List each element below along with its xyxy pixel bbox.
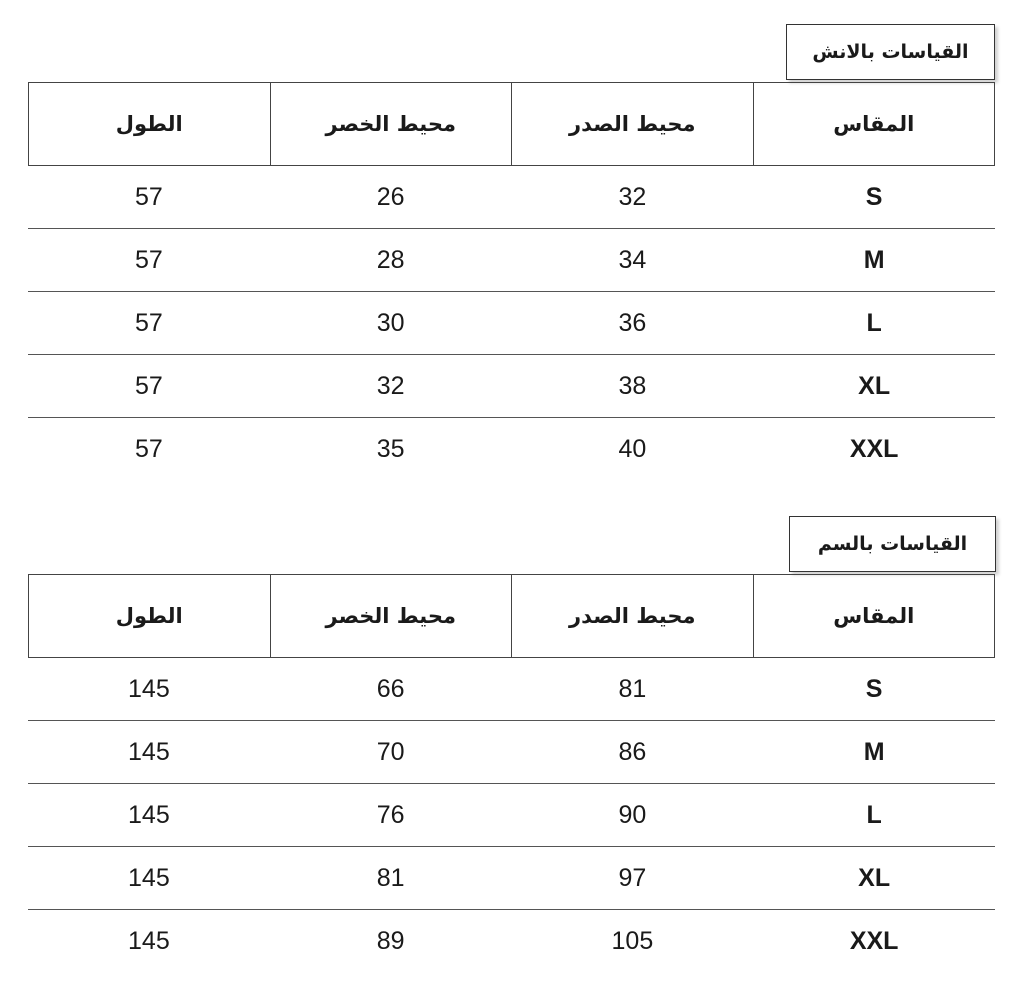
length-cell: 57 (134, 182, 163, 211)
chest-cell: 38 (618, 371, 647, 400)
waist-cell: 66 (376, 674, 405, 703)
header-length: الطول (115, 604, 183, 628)
waist-cell: 28 (376, 245, 405, 274)
inch-table-header (28, 82, 995, 166)
inch-table-body (28, 166, 995, 481)
header-waist: محيط الخصر (270, 83, 512, 165)
length-cell: 145 (128, 674, 170, 703)
chest-cell: 105 (611, 927, 654, 955)
header-chest: محيط الصدر (511, 575, 753, 657)
chest-cell: 97 (618, 863, 647, 892)
chest-cell: 34 (618, 245, 647, 274)
waist-cell: 76 (376, 800, 405, 829)
waist-cell: 26 (376, 182, 405, 211)
waist-cell: 81 (376, 863, 405, 892)
length-cell: 57 (134, 245, 163, 274)
chest-cell: 81 (618, 674, 647, 703)
length-cell: 57 (134, 308, 163, 337)
size-cell: XL (858, 863, 891, 892)
size-cell: M (863, 245, 885, 274)
waist-cell: 35 (376, 435, 405, 463)
size-cell: L (866, 800, 882, 829)
chest-cell: 90 (618, 800, 647, 829)
chest-cell: 36 (618, 308, 647, 337)
length-cell: 57 (134, 371, 163, 400)
size-cell: S (865, 182, 883, 211)
header-waist: محيط الخصر (270, 575, 512, 657)
size-cell: S (865, 674, 883, 703)
table-row (28, 418, 995, 481)
table-row (28, 658, 995, 721)
chest-cell: 40 (618, 435, 647, 463)
cm-table-title: القياسات بالسم (789, 516, 996, 572)
length-cell: 145 (128, 927, 170, 955)
table-row (28, 721, 995, 784)
length-cell: 145 (128, 863, 170, 892)
cm-table-header (28, 574, 995, 658)
length-cell: 145 (128, 800, 170, 829)
waist-cell: 89 (376, 927, 405, 955)
length-cell: 57 (134, 435, 163, 463)
size-cell: XL (858, 371, 891, 400)
chest-cell: 86 (618, 737, 647, 766)
waist-cell: 70 (376, 737, 405, 766)
size-cell: XXL (849, 927, 899, 955)
table-row (28, 910, 995, 973)
table-row (28, 166, 995, 229)
size-cell: XXL (849, 435, 899, 463)
chest-cell: 32 (618, 182, 647, 211)
table-row (28, 784, 995, 847)
header-size: المقاس (753, 575, 995, 657)
table-row (28, 847, 995, 910)
header-length: الطول (115, 112, 183, 136)
waist-cell: 32 (376, 371, 405, 400)
size-cell: L (866, 308, 882, 337)
table-row (28, 292, 995, 355)
length-cell: 145 (128, 737, 170, 766)
header-size: المقاس (753, 83, 995, 165)
cm-table-body (28, 658, 995, 973)
header-chest: محيط الصدر (511, 83, 753, 165)
table-row (28, 355, 995, 418)
size-cell: M (863, 737, 885, 766)
waist-cell: 30 (376, 308, 405, 337)
inch-table-title: القياسات بالانش (786, 24, 995, 80)
table-row (28, 229, 995, 292)
